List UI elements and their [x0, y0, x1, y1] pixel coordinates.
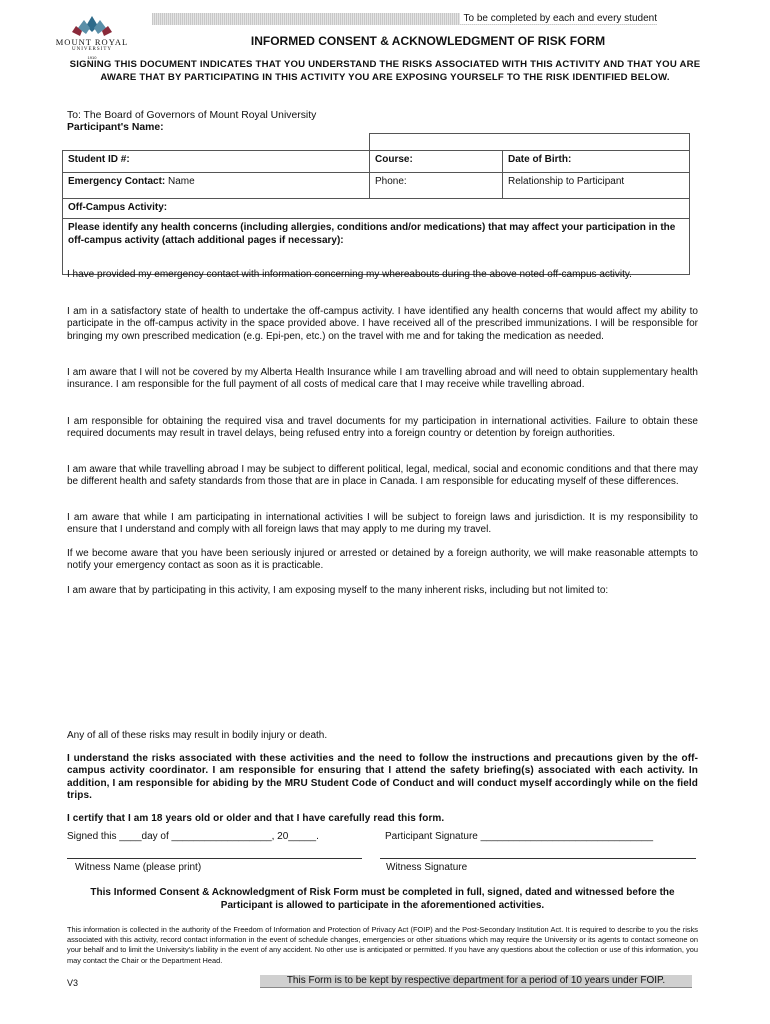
participant-info-table: [62, 133, 690, 275]
retention-notice: This Form is to be kept by respective department for a period of 10 years under FOIP.: [260, 975, 692, 988]
understand-statement: I understand the risks associated with these activities and the need to follow the instructions and precautions given by the off-campus activity coordinator. I am responsible for ensuring that I attend the safety briefing(s) associated with each activity. In addition, I am responsible for abiding by the MRU Student Code of Conduct and will conduct myself accordingly while on the field trips.: [67, 753, 698, 801]
course-field[interactable]: [370, 151, 503, 173]
completion-notice: This Informed Consent & Acknowledgment of Risk Form must be completed in full, signed, dated and witnessed before the Participant is allowed to participate in the aforementioned activities.: [90, 887, 675, 911]
addressee-line: To: The Board of Governors of Mount Royal University: [67, 110, 317, 121]
logo-text: MOUNT ROYAL: [55, 37, 129, 47]
paragraph-emergency: I have provided my emergency contact with information concerning my whereabouts during the above noted off-campus activity.: [67, 269, 632, 280]
risk-result-text: Any of all of these risks may result in bodily injury or death.: [67, 730, 328, 741]
relationship-field[interactable]: [503, 173, 690, 199]
paragraph-conditions: I am aware that while travelling abroad I may be subject to different political, legal, medical, social and economic conditions and that there may be different health and safety standards from those that are in place in Canada. I am responsible for educating myself of these differences.: [67, 464, 698, 488]
health-concerns-field[interactable]: [63, 219, 690, 275]
off-campus-activity-field[interactable]: [63, 199, 690, 219]
phone-label: Phone:: [375, 176, 407, 187]
completion-banner-text: To be completed by each and every student: [460, 13, 657, 24]
student-id-label: Student ID #:: [68, 154, 130, 165]
signed-date-line[interactable]: Signed this ____day of __________________, 20_____.: [67, 831, 319, 842]
completion-banner: [152, 13, 657, 25]
paragraph-risks: I am aware that by participating in this activity, I am exposing myself to the many inherent risks, including but not limited to:: [67, 585, 609, 596]
version-label: V3: [67, 978, 79, 988]
phone-field[interactable]: [370, 173, 503, 199]
health-concerns-label: Please identify any health concerns (including allergies, conditions and/or medications) that may affect your participation in the off-campus activity (attach additional pages if necessary):: [68, 222, 676, 246]
logo-subtext: UNIVERSITY: [72, 47, 112, 52]
witness-name-label: Witness Name (please print): [75, 862, 202, 873]
paragraph-notify: If we become aware that you have been seriously injured or arrested or detained by a foreign authority, we will make reasonable attempts to notify your emergency contact as soon as it is practicable.: [67, 548, 698, 572]
relationship-label: Relationship to Participant: [508, 176, 625, 187]
foip-disclaimer: This information is collected in the authority of the Freedom of Information and Protection of Privacy Act (FOIP) and the Post-Secondary Institution Act. It is required to describe to you the risks associated with this activity, record contact information in the event of schedule changes, emergencies or other situations which may require the University or its agents to contact someone on your behalf and to limit the University's liability in the event of any accident. No other use is anticipated or permitted. If you have any questions about the collection or use of this information, you may contact the Chair or the Department Head.: [67, 925, 698, 965]
witness-signature-label: Witness Signature: [386, 862, 468, 873]
participant-signature-line[interactable]: Participant Signature _______________________________: [385, 831, 654, 842]
paragraph-insurance: I am aware that I will not be covered by my Alberta Health Insurance while I am travelling abroad and will need to obtain supplementary health insurance. I am responsible for the full payment of all costs of medical care that I may receive while travelling abroad.: [67, 367, 698, 391]
logo-year: 1910: [87, 55, 97, 60]
paragraph-health: I am in a satisfactory state of health to undertake the off-campus activity. I have identified any health concerns that would affect my ability to participate in the off-campus activity in the space provided above. I have received all of the prescribed immunizations. I will be responsible for bringing my own prescribed medication (e.g. Epi-pen, etc.) on the travel with me and for taking the medication as needed.: [67, 306, 698, 342]
paragraph-laws: I am aware that while I am participating in international activities I will be subject to foreign laws and jurisdiction. It is my responsibility to ensure that I understand and comply with all foreign laws that may apply to me during my travel.: [67, 512, 698, 536]
witness-signature-rule: [380, 858, 696, 859]
off-campus-activity-label: Off-Campus Activity:: [68, 202, 168, 213]
dob-field[interactable]: [503, 151, 690, 173]
form-title: INFORMED CONSENT & ACKNOWLEDGMENT OF RISK FORM: [250, 34, 606, 48]
emergency-name-label: Name: [165, 176, 195, 187]
participant-name-label: Participant's Name:: [67, 122, 164, 133]
emergency-contact-label: Emergency Contact:: [68, 176, 166, 187]
dob-label: Date of Birth:: [508, 154, 572, 165]
student-id-field[interactable]: [63, 151, 370, 173]
certify-statement: I certify that I am 18 years old or older and that I have carefully read this form.: [67, 813, 445, 824]
paragraph-visa: I am responsible for obtaining the required visa and travel documents for my participation in international activities. Failure to obtain these required documents may result in travel delays, being refused entry into a foreign country or detention by foreign authorities.: [67, 416, 698, 440]
form-subtitle: SIGNING THIS DOCUMENT INDICATES THAT YOU UNDERSTAND THE RISKS ASSOCIATED WITH THIS ACTIVITY AND THAT YOU ARE AWARE THAT BY PARTICIPATING IN THIS ACTIVITY YOU ARE EXPOSING YOURSELF TO THE RISK IDENTIFIED BELOW.: [69, 59, 701, 83]
participant-name-field[interactable]: [370, 134, 690, 151]
emergency-contact-field[interactable]: [63, 173, 370, 199]
witness-name-rule: [67, 858, 362, 859]
course-label: Course:: [375, 154, 413, 165]
